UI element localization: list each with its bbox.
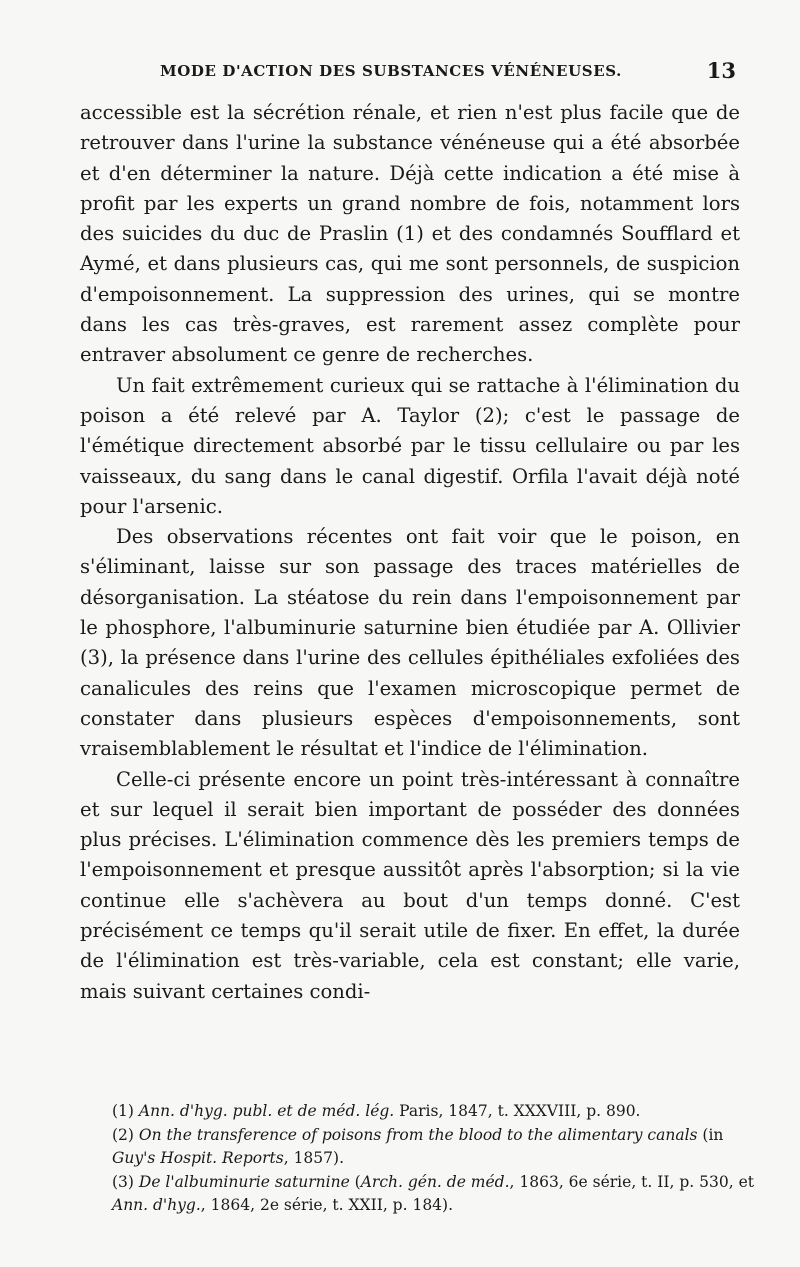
footnote-2-number: (2) (112, 1125, 139, 1144)
footnote-3-journal-1: Arch. gén. de méd. (360, 1172, 510, 1191)
footnote-3 (112, 1171, 762, 1218)
footnote-1-details: Paris, 1847, t. XXXVIII, p. 890. (394, 1102, 641, 1120)
footnote-1 (112, 1100, 762, 1124)
footnote-3-number: (3) (112, 1172, 139, 1191)
page-number: 13 (706, 58, 736, 83)
paragraph-4: Celle-ci présente encore un point très-intéressant à connaître et sur lequel il serait bien important de posséder des données plus précises. L'élimination commence dès les premiers temps de l'empoisonnement et presque aussitôt après l'absorption; si la vie continue elle s'achèvera au bout d'un temps donné. C'est précisément ce temps qu'il serait utile de fixer. En effet, la durée de l'élimination est très-variable, cela est constant; elle varie, mais suivant certaines condi- (80, 767, 740, 1003)
footnote-2-details: (in (697, 1125, 724, 1144)
body-text (80, 98, 740, 1007)
paragraph-2: Un fait extrêmement curieux qui se rattache à l'élimination du poison a été relevé par A. Taylor (2); c'est le passage de l'émétique directement absorbé par le tissu cellulaire ou par les vaisseaux, du sang dans le canal digestif. Orfila l'avait déjà noté pour l'arsenic. (80, 373, 740, 518)
paragraph-1: accessible est la sécrétion rénale, et rien n'est plus facile que de retrouver dans l'urine la substance vénéneuse qui a été absorbée et d'en déterminer la nature. Déjà cette indication a été mise à profit par les experts un grand nombre de fois, notamment lors des suicides du duc de Praslin (1) et des condamnés Soufflard et Aymé, et dans plusieurs cas, qui me sont personnels, de suspicion d'empoisonnement. La suppression des urines, qui se montre dans les cas très-graves, est rarement assez complète pour entraver absolument ce genre de recherches. (80, 101, 740, 367)
running-head: MODE D'ACTION DES SUBSTANCES VÉNÉNEUSES. (160, 62, 622, 80)
page-header (160, 58, 750, 88)
footnote-2-title: On the transference of poisons from the blood to the alimentary canals (138, 1125, 698, 1144)
footnote-3-journal-2: Ann. d'hyg. (112, 1196, 201, 1215)
footnote-3-details-1: , 1863, 6e série, t. II, p. 530, et (509, 1172, 754, 1191)
footnote-3-title: De l'albuminurie saturnine (138, 1172, 350, 1191)
footnote-2-year: , 1857). (283, 1149, 344, 1168)
paragraph-3: Des observations récentes ont fait voir que le poison, en s'éliminant, laisse sur son passage des traces matérielles de désorganisation. La stéatose du rein dans l'empoisonnement par le phosphore, l'albuminurie saturnine bien étudiée par A. Ollivier (3), la présence dans l'urine des cellules épithéliales exfoliées des canalicules des reins que l'examen microscopique permet de constater dans plusieurs espèces d'empoisonnements, sont vraisemblablement le résultat et l'indice de l'élimination. (80, 525, 740, 761)
footnote-2-journal: Guy's Hospit. Reports (112, 1149, 284, 1168)
footnotes (112, 1100, 762, 1218)
footnote-2 (112, 1124, 762, 1171)
footnote-1-number: (1) (112, 1102, 139, 1120)
footnote-3-details-2: , 1864, 2e série, t. XXII, p. 184). (200, 1196, 454, 1215)
footnote-1-source: Ann. d'hyg. publ. et de méd. lég. (138, 1102, 395, 1120)
footnote-3-open: ( (349, 1172, 361, 1191)
